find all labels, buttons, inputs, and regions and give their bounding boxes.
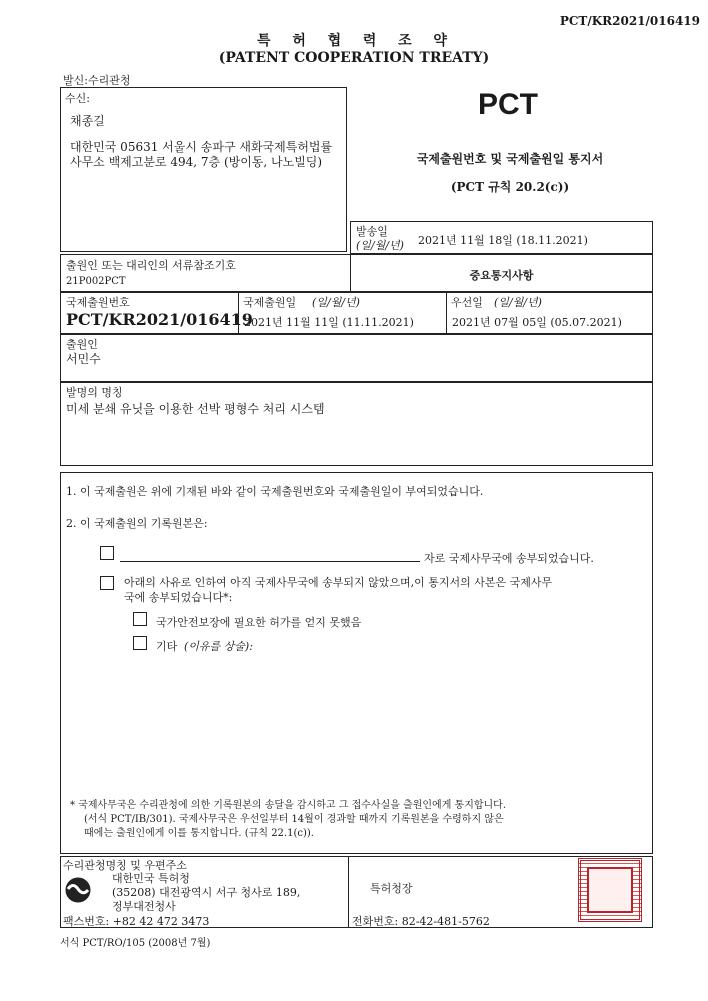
recipient-address-1: 대한민국 05631 서울시 송파구 새화국제특허법률	[70, 140, 333, 154]
title-english: (PATENT COOPERATION TREATY)	[218, 50, 490, 66]
doc-number: PCT/KR2021/016419	[559, 14, 700, 28]
title-korean: 특 허 협 력 조 약	[257, 33, 451, 49]
invention-box	[60, 382, 653, 466]
option-b-line-1: 아래의 사유로 인하여 아직 국제사무국에 송부되지 않았으며,이 통지서의 사본은 국제사무	[124, 576, 553, 589]
note-line-3: 때에는 출원인에게 이를 통지합니다. (규칙 22.1(c)).	[84, 828, 314, 839]
office-divider	[348, 856, 349, 928]
applicant-name: 서민수	[66, 352, 101, 366]
notice-title: 국제출원번호 및 국제출원일 통지서	[416, 152, 604, 166]
reason-2-checkbox[interactable]	[133, 636, 147, 650]
mailing-date-value: 2021년 11월 18일 (18.11.2021)	[418, 234, 588, 247]
office-label: 수리관청명칭 및 우편주소	[63, 859, 187, 872]
application-divider-2	[446, 292, 447, 334]
filing-date-format: (일/월/년)	[312, 296, 360, 309]
option-a-date-line	[120, 561, 420, 562]
mailing-date-format: (일/월/년)	[356, 239, 404, 252]
mailing-date-label: 발송일	[356, 225, 388, 238]
reason-2-prefix: 기타	[156, 640, 178, 653]
option-a-checkbox[interactable]	[100, 546, 114, 560]
important-notice: 중요통지사항	[469, 269, 534, 282]
note-line-2: (서식 PCT/IB/301). 국제사무국은 우선일부터 14월이 경과할 때까지 기록원본을 수령하지 않은	[84, 814, 504, 825]
office-phone: 전화번호: 82-42-481-5762	[352, 915, 490, 928]
item-2: 2. 이 국제출원의 기록원본은:	[66, 517, 208, 530]
option-b-line-2: 국에 송부되었습니다*:	[124, 591, 233, 604]
pct-heading: PCT	[478, 88, 538, 121]
form-number: 서식 PCT/RO/105 (2008년 7월)	[60, 938, 211, 949]
rule-reference: (PCT 규칙 20.2(c))	[450, 180, 570, 194]
office-line-1: 대한민국 특허청	[112, 872, 190, 885]
option-a-text: 자로 국제사무국에 송부되었습니다.	[424, 552, 594, 565]
government-emblem-icon	[64, 876, 92, 904]
invention-label: 발명의 명칭	[66, 386, 123, 399]
item-1: 1. 이 국제출원은 위에 기재된 바와 같이 국제출원번호와 국제출원일이 부여되었습니다.	[66, 485, 484, 498]
filing-date-label: 국제출원일	[243, 296, 297, 309]
application-number-label: 국제출원번호	[66, 296, 130, 309]
office-line-3: 정부대전청사	[112, 900, 176, 913]
recipient-name: 채종길	[70, 114, 105, 128]
invention-title: 미세 분쇄 유닛을 이용한 선박 평형수 처리 시스템	[66, 402, 325, 416]
priority-date: 2021년 07월 05일 (05.07.2021)	[452, 316, 622, 329]
reason-1-checkbox[interactable]	[133, 612, 147, 626]
recipient-address-2: 사무소 백제고분로 494, 7층 (방이동, 나노빌딩)	[70, 155, 323, 169]
reference-label: 출원인 또는 대리인의 서류참조기호	[66, 259, 236, 272]
reference-value: 21P002PCT	[66, 276, 126, 287]
official-seal	[578, 858, 642, 922]
office-fax: 팩스번호: +82 42 472 3473	[63, 915, 210, 928]
reason-1-text: 국가안전보장에 필요한 허가를 얻지 못했음	[156, 616, 362, 629]
authorized-official: 특허청장	[370, 882, 413, 895]
priority-date-format: (일/월/년)	[494, 296, 542, 309]
option-b-checkbox[interactable]	[100, 576, 114, 590]
recipient-label: 수신:	[65, 92, 90, 105]
filing-date: 2021년 11월 11일 (11.11.2021)	[244, 316, 414, 329]
applicant-label: 출원인	[66, 338, 98, 351]
office-line-2: (35208) 대전광역시 서구 청사로 189,	[112, 886, 301, 899]
application-number: PCT/KR2021/016419	[66, 310, 253, 329]
priority-date-label: 우선일	[451, 296, 483, 309]
sender-label: 발신:수리관청	[63, 74, 131, 87]
applicant-box	[60, 334, 653, 382]
reason-2-suffix: (이유를 상술):	[184, 640, 253, 653]
note-line-1: * 국제사무국은 수리관청에 의한 기록원본의 송달을 감시하고 그 접수사실을 출원인에게 통지합니다.	[70, 800, 507, 811]
